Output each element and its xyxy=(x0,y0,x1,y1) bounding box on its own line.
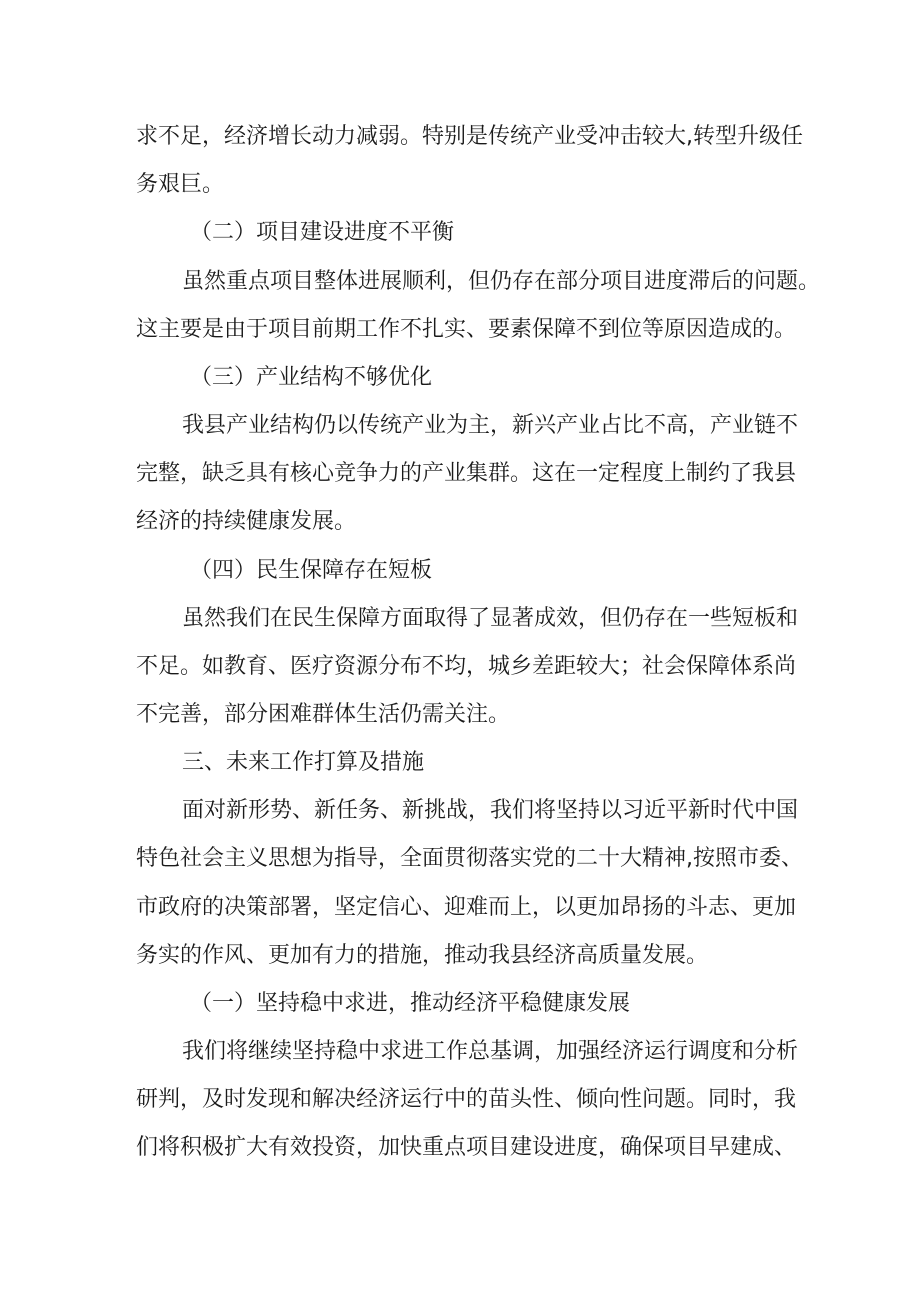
paragraph-line: 我县产业结构仍以传统产业为主，新兴产业占比不高，产业链不 xyxy=(182,413,799,438)
paragraph-line: 面对新形势、新任务、新挑战，我们将坚持以习近平新时代中国 xyxy=(182,798,799,823)
chapter-heading: 三、未来工作打算及措施 xyxy=(182,750,425,775)
paragraph-line: 研判，及时发现和解决经济运行中的苗头性、倾向性问题。同时，我 xyxy=(136,1087,797,1112)
paragraph-line: 们将积极扩大有效投资，加快重点项目建设进度，确保项目早建成、 xyxy=(136,1135,797,1160)
paragraph-line: 市政府的决策部署，坚定信心、迎难而上，以更加昂扬的斗志、更加 xyxy=(136,895,797,920)
paragraph-line: 特色社会主义思想为指导，全面贯彻落实党的二十大精神,按照市委、 xyxy=(136,846,803,871)
paragraph-line: 务实的作风、更加有力的措施，推动我县经济高质量发展。 xyxy=(136,943,709,968)
paragraph-line: 我们将继续坚持稳中求进工作总基调，加强经济运行调度和分析 xyxy=(182,1039,799,1064)
paragraph-line: 虽然重点项目整体进展顺利，但仍存在部分项目进度滞后的问题。 xyxy=(182,269,821,294)
paragraph-line: 不足。如教育、医疗资源分布不均，城乡差距较大；社会保障体系尚 xyxy=(136,654,797,679)
paragraph-line: 虽然我们在民生保障方面取得了显著成效，但仍存在一些短板和 xyxy=(182,606,799,631)
section-heading: （三）产业结构不够优化 xyxy=(190,365,433,390)
paragraph-line: 完整，缺乏具有核心竞争力的产业集群。这在一定程度上制约了我县 xyxy=(136,461,797,486)
section-heading: （四）民生保障存在短板 xyxy=(190,558,433,583)
paragraph-line: 不完善，部分困难群体生活仍需关注。 xyxy=(136,702,511,727)
paragraph-line: 务艰巨。 xyxy=(136,172,225,197)
section-heading: （一）坚持稳中求进，推动经济平稳健康发展 xyxy=(190,991,631,1016)
paragraph-line: 经济的持续健康发展。 xyxy=(136,509,357,534)
section-heading: （二）项目建设进度不平衡 xyxy=(190,220,455,245)
paragraph-line: 求不足，经济增长动力减弱。特别是传统产业受冲击较大,转型升级任 xyxy=(136,124,803,149)
paragraph-line: 这主要是由于项目前期工作不扎实、要素保障不到位等原因造成的。 xyxy=(136,317,797,342)
